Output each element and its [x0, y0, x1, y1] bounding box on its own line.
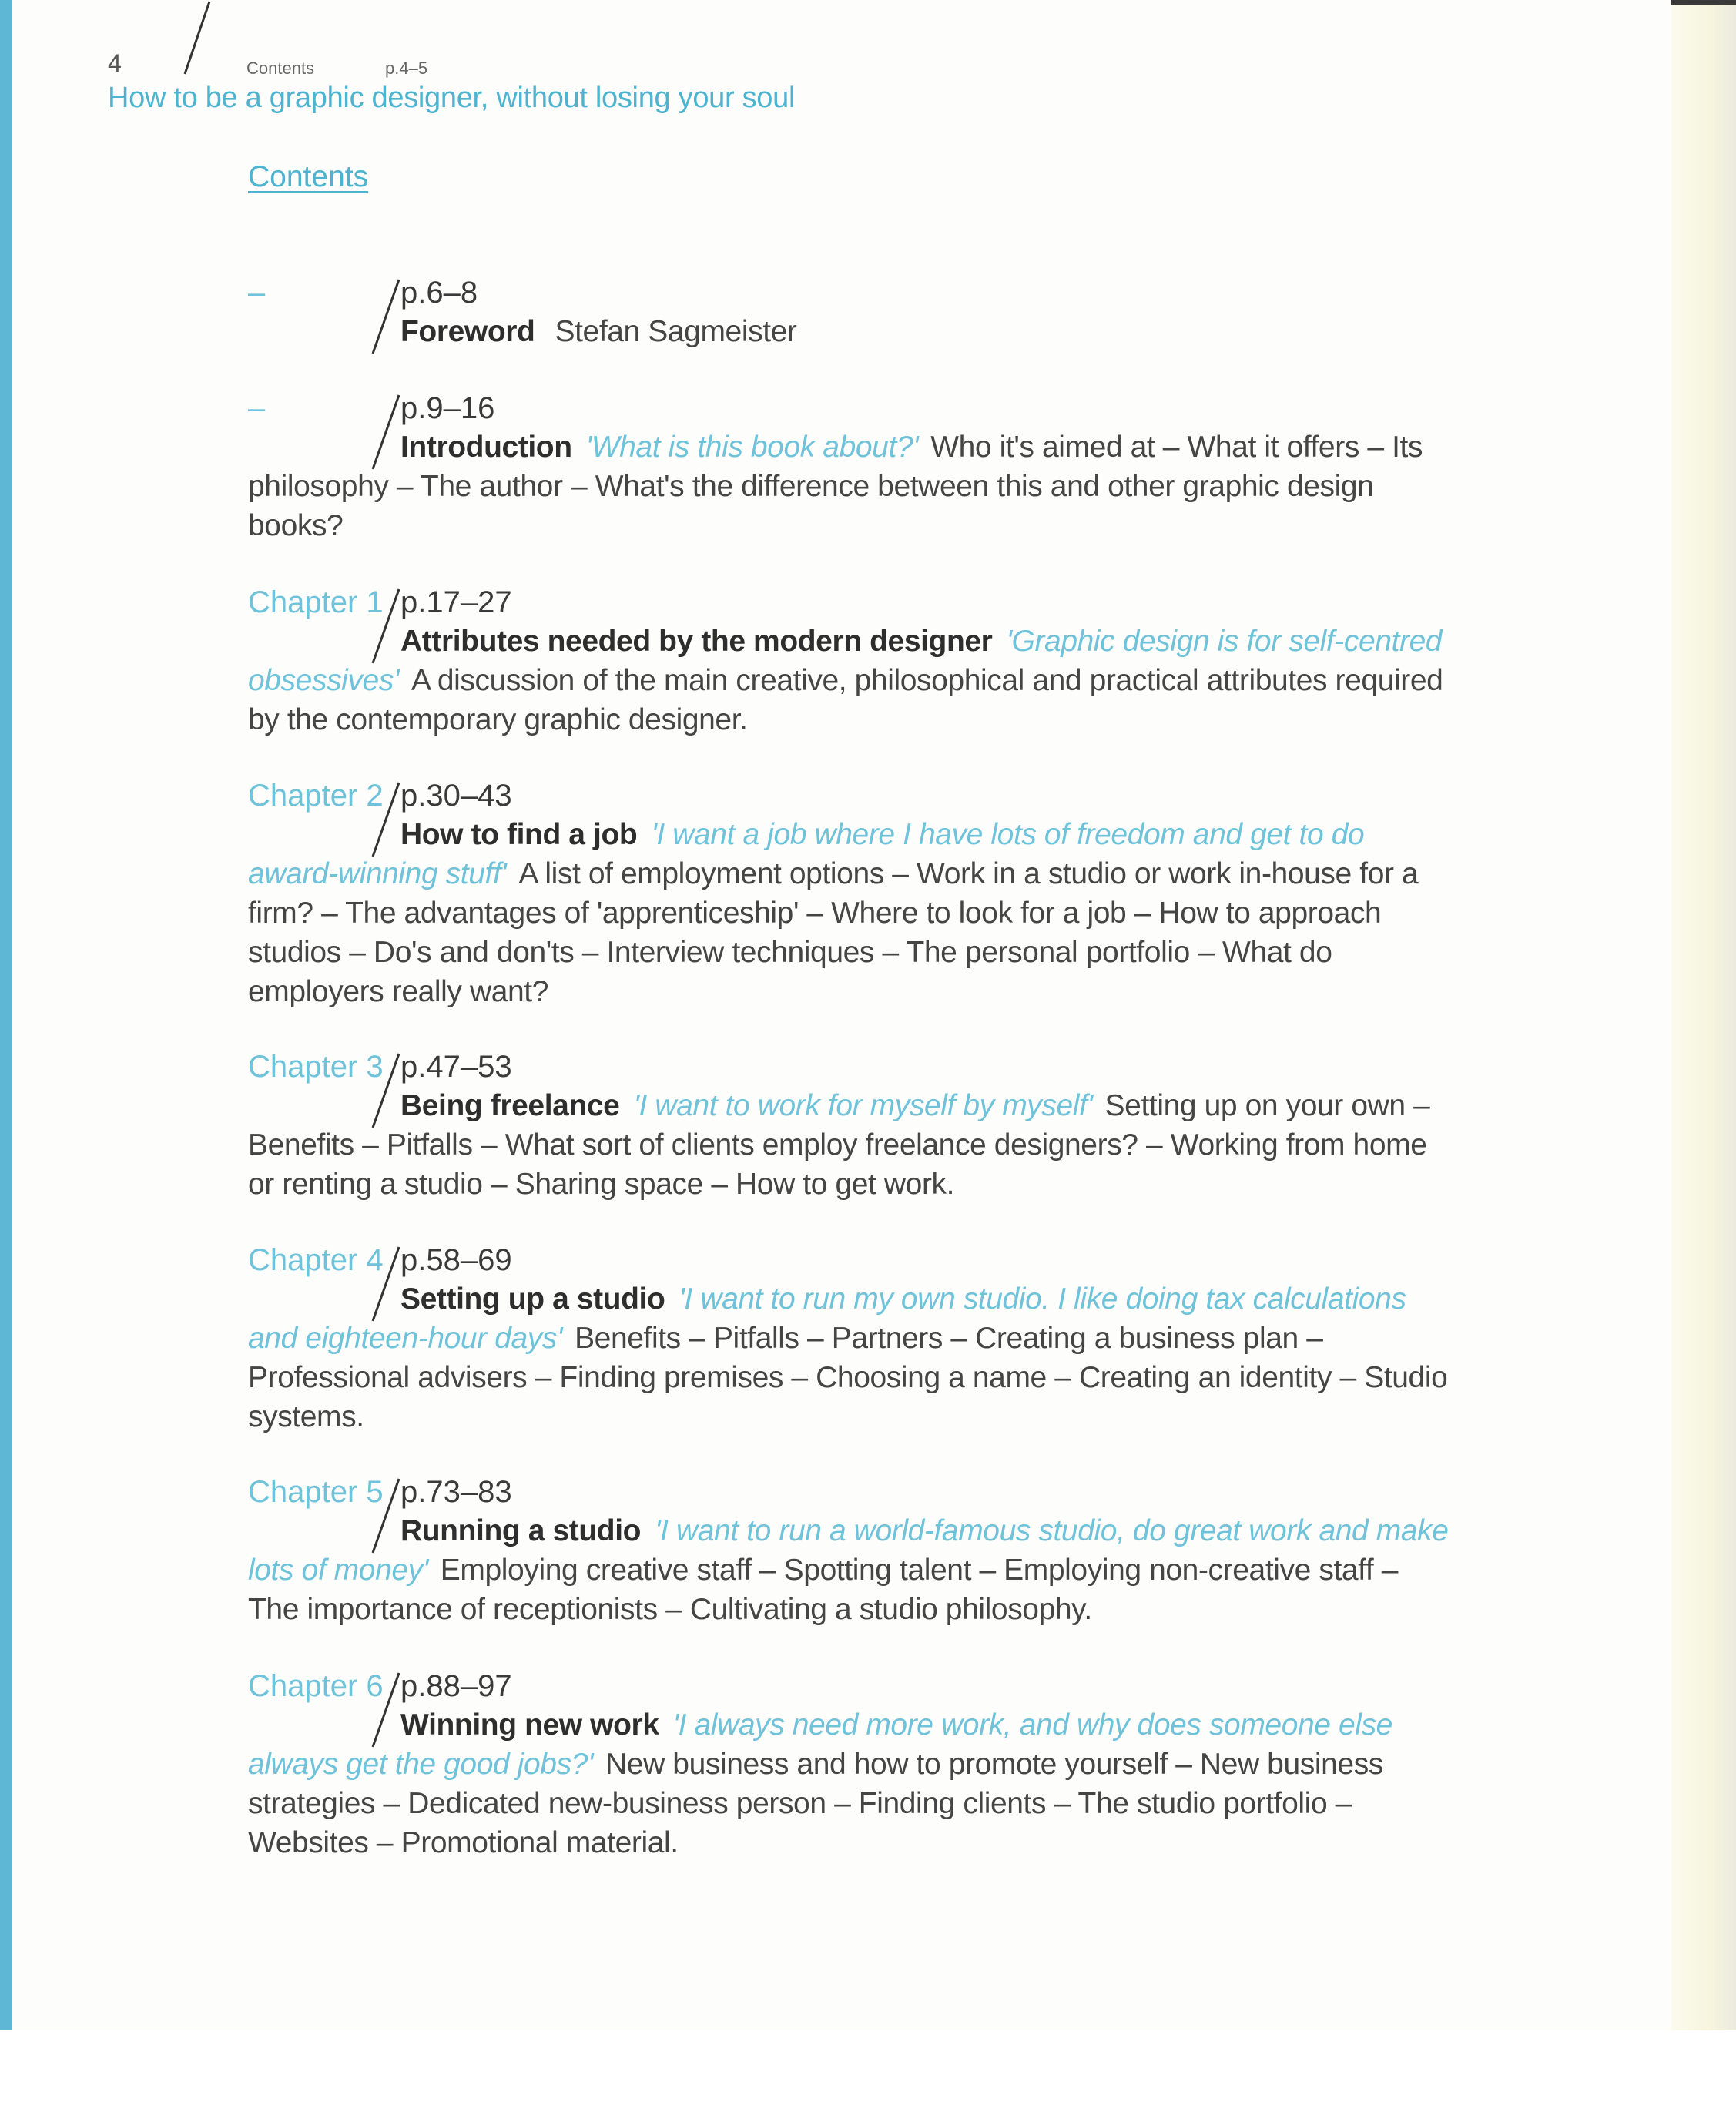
entry-description: Setting up on your own – Benefits – Pitfalls – What sort of clients employ freelance designers? – Working from home or renting a studio – Sharing space – How to get work. — [248, 1089, 1430, 1201]
entry-label: – — [248, 391, 266, 425]
entry-label: Chapter 6 — [248, 1669, 384, 1703]
running-head: Contents — [246, 59, 315, 78]
entry-label: Chapter 2 — [248, 779, 384, 813]
entry-label: Chapter 5 — [248, 1475, 384, 1509]
entry-text — [248, 1511, 1449, 1629]
entry-title: Being freelance — [400, 1089, 620, 1122]
entry-text — [248, 622, 1449, 739]
entry-label: Chapter 4 — [248, 1243, 384, 1277]
entry-quote: 'Graphic design is for self-centred obsessives' — [248, 625, 1443, 697]
book-title: How to be a graphic designer, without losing your soul — [108, 82, 796, 114]
entry-text — [248, 815, 1449, 1011]
header-slash-icon — [179, 0, 216, 77]
entry-description: A list of employment options – Work in a studio or work in-house for a firm? – The advantages of 'apprenticeship' – Where to look for a job – How to approach studios – Do's and don'ts – Interview techniques – The personal portfolio – What do employers really want? — [248, 857, 1419, 1008]
page-edge-right — [1671, 0, 1736, 2030]
entry-title: Setting up a studio — [400, 1282, 665, 1316]
entry-description: Employing creative staff – Spotting talent – Employing non-creative staff – The importance of receptionists – Cultivating a studio philosophy. — [248, 1554, 1399, 1626]
entry-pages: p.58–69 — [400, 1243, 512, 1277]
page-number: 4 — [108, 49, 122, 77]
entry-title: Running a studio — [400, 1514, 642, 1547]
entry-pages: p.6–8 — [400, 276, 478, 310]
page-edge-right-shadow — [1671, 0, 1736, 5]
entry-quote: 'I always need more work, and why does someone else always get the good jobs?' — [248, 1708, 1392, 1781]
entry-quote: 'I want a job where I have lots of freedom and get to do award-winning stuff' — [248, 818, 1365, 890]
entry-pages: p.47–53 — [400, 1050, 512, 1084]
entry-description: New business and how to promote yourself – New business strategies – Dedicated new-business person – Finding clients – The studio portfolio – Websites – Promotional material. — [248, 1748, 1383, 1859]
entry-text — [248, 1279, 1449, 1436]
entry-text — [248, 312, 1449, 351]
entry-title: How to find a job — [400, 818, 638, 851]
entry-label: – — [248, 276, 266, 310]
entry-title: Winning new work — [400, 1708, 659, 1742]
entry-label: Chapter 3 — [248, 1050, 384, 1084]
page-edge-left — [0, 0, 12, 2030]
entry-description: Benefits – Pitfalls – Partners – Creating a business plan – Professional advisers – Finding premises – Choosing a name – Creating an identity – Studio systems. — [248, 1322, 1448, 1433]
entry-subtitle: Stefan Sagmeister — [555, 315, 797, 348]
entry-title: Foreword — [400, 315, 535, 348]
entry-description: Who it's aimed at – What it offers – Its philosophy – The author – What's the difference between this and other graphic design books? — [248, 431, 1423, 542]
entry-pages: p.73–83 — [400, 1475, 512, 1509]
running-head-pages: p.4–5 — [385, 59, 428, 78]
entry-text — [248, 427, 1449, 545]
entry-pages: p.30–43 — [400, 779, 512, 813]
entry-quote: 'I want to run my own studio. I like doing tax calculations and eighteen-hour days' — [248, 1282, 1406, 1355]
entry-title: Attributes needed by the modern designer — [400, 625, 993, 658]
entry-quote: 'I want to run a world-famous studio, do great work and make lots of money' — [248, 1514, 1449, 1587]
entry-pages: p.9–16 — [400, 391, 495, 425]
entry-quote: 'What is this book about?' — [585, 431, 919, 464]
entry-pages: p.17–27 — [400, 585, 512, 619]
entry-label: Chapter 1 — [248, 585, 384, 619]
contents-heading[interactable]: Contents — [248, 160, 369, 193]
entry-quote: 'I want to work for myself by myself' — [633, 1089, 1093, 1122]
entry-text — [248, 1705, 1449, 1862]
entry-pages: p.88–97 — [400, 1669, 512, 1703]
entry-text — [248, 1086, 1449, 1204]
entry-title: Introduction — [400, 431, 572, 464]
entry-description: A discussion of the main creative, philosophical and practical attributes required by the contemporary graphic designer. — [248, 664, 1443, 736]
